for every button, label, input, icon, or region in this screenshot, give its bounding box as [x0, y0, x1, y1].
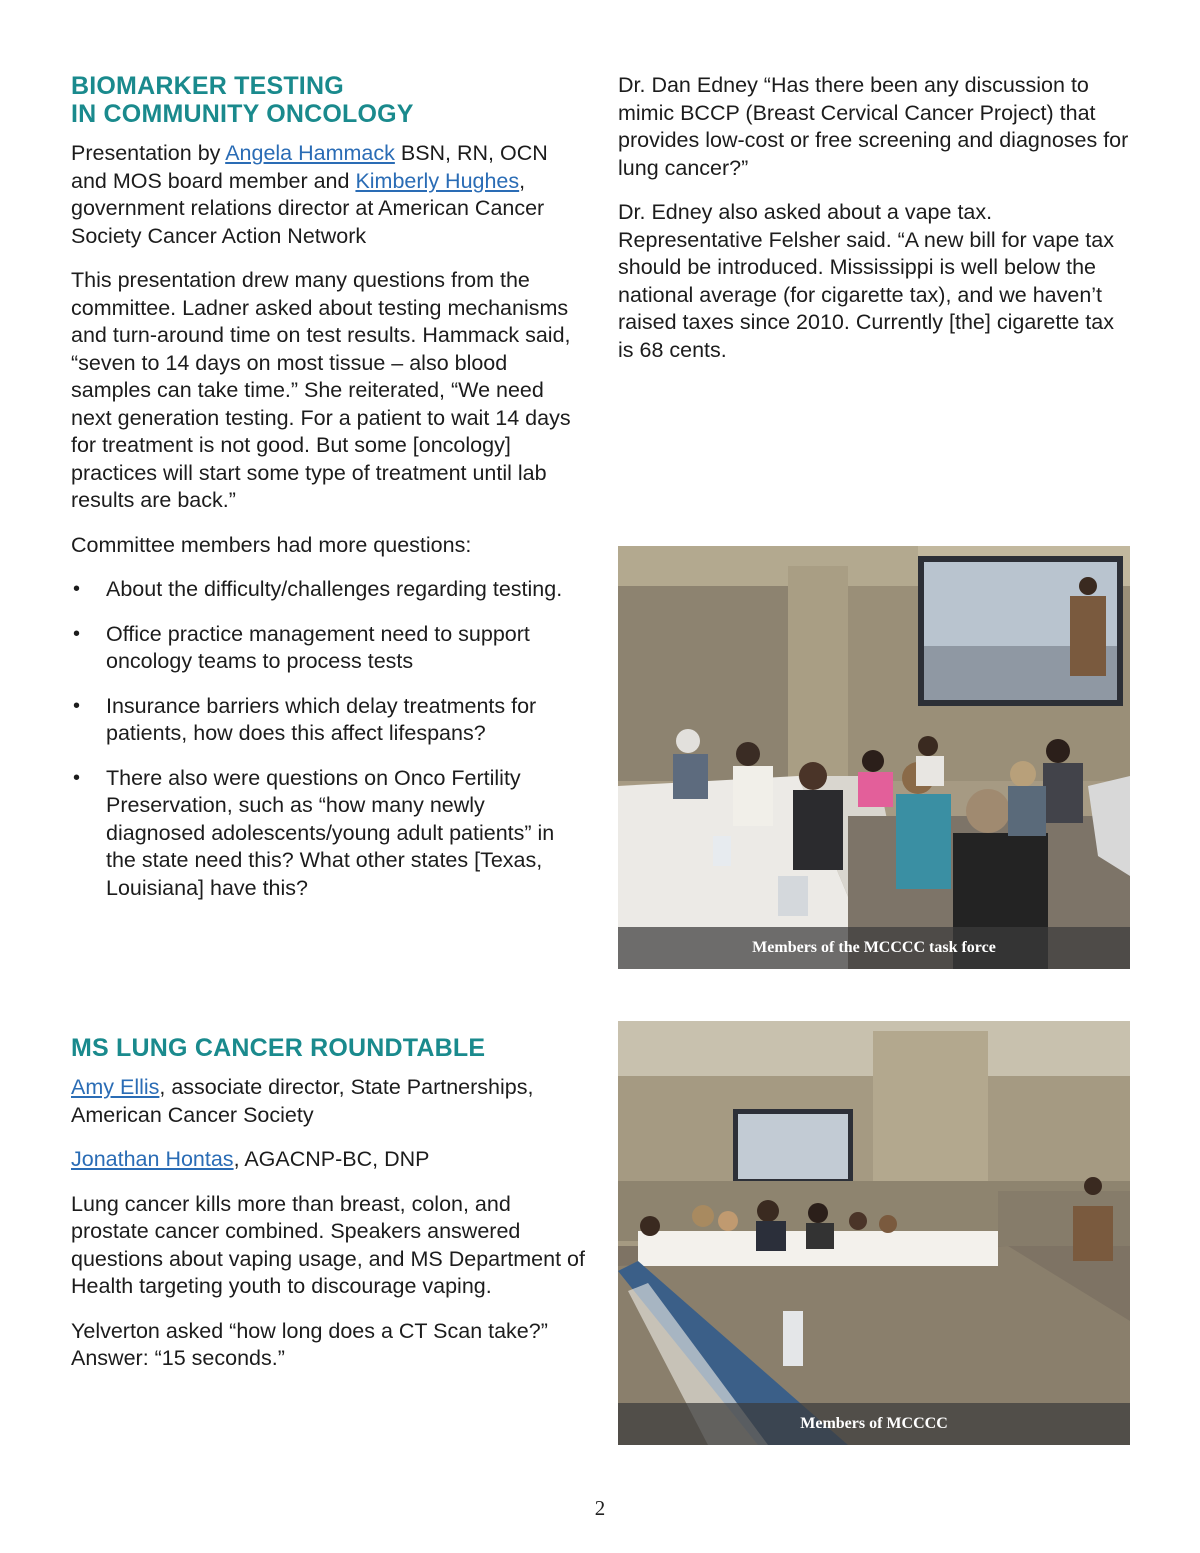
bullet-icon: •	[73, 694, 81, 717]
link-amy-ellis[interactable]: Amy Ellis	[71, 1075, 160, 1099]
task-force-photo-illustration	[618, 546, 1130, 969]
right-column	[618, 72, 1130, 381]
intro-mid: BSN, RN, OCN and MOS board member and	[71, 141, 548, 193]
biomarker-paragraph-2: Committee members had more questions:	[71, 532, 472, 557]
bullet-icon: •	[73, 766, 81, 789]
questions-list	[71, 576, 586, 902]
lung-paragraph-2: Yelverton asked “how long does a CT Scan take?” Answer: “15 seconds.”	[71, 1318, 548, 1370]
intro-prefix: Presentation by	[71, 141, 226, 165]
hontas-suffix: , AGACNP-BC, DNP	[233, 1147, 430, 1171]
lung-heading: MS LUNG CANCER ROUNDTABLE	[71, 1034, 486, 1062]
left-column	[71, 72, 586, 919]
link-jonathan-hontas[interactable]: Jonathan Hontas	[71, 1147, 234, 1171]
ellis-suffix: , associate director, State Partnerships, American Cancer Society	[71, 1075, 534, 1127]
intro-suffix: , government relations director at American Cancer Society Cancer Action Network	[71, 168, 545, 248]
biomarker-heading-line2: IN COMMUNITY ONCOLOGY	[71, 100, 414, 128]
caption-text: Members of MCCCC	[800, 1415, 948, 1432]
biomarker-heading-line1: BIOMARKER TESTING	[71, 72, 344, 100]
lung-section	[71, 1034, 586, 1390]
lung-paragraph-1: Lung cancer kills more than breast, colon, and prostate cancer combined. Speakers answered questions about vaping usage, and MS Department of Health targeting youth to discourage vaping.	[71, 1191, 585, 1298]
list-item-text: Office practice management need to support oncology teams to process tests	[106, 621, 530, 673]
list-item	[71, 765, 586, 903]
mcccc-photo-illustration	[618, 1021, 1130, 1445]
edney-paragraph-1: Dr. Dan Edney “Has there been any discussion to mimic BCCP (Breast Cervical Cancer Project) that provides low-cost or free screening and diagnoses for lung cancer?”	[618, 73, 1129, 180]
list-item	[71, 621, 586, 676]
hontas-paragraph	[71, 1146, 586, 1174]
list-item-text: There also were questions on Onco Fertility Preservation, such as “how many newly diagnosed adolescents/young adult patients” in the state need this? What other states [Texas, Louisiana] have this?	[106, 765, 555, 900]
bullet-icon: •	[73, 578, 81, 600]
task-force-photo	[618, 546, 1130, 969]
list-item-text: About the difficulty/challenges regarding testing.	[106, 577, 563, 601]
list-item	[71, 693, 586, 748]
link-angela-hammack[interactable]: Angela Hammack	[225, 141, 395, 165]
edney-paragraph-2: Dr. Edney also asked about a vape tax. Representative Felsher said. “A new bill for vape tax should be introduced. Mississippi is well below the national average (for cigarette tax), and we haven’t raised taxes since 2010. Currently [the] cigarette tax is 68 cents.	[618, 200, 1114, 362]
bullet-icon: •	[73, 622, 81, 645]
page-number: 2	[594, 1496, 606, 1520]
ellis-paragraph	[71, 1074, 586, 1129]
list-item	[71, 576, 586, 604]
biomarker-heading	[71, 72, 586, 128]
mcccc-photo	[618, 1021, 1130, 1445]
mcccc-photo-caption	[618, 1403, 1130, 1445]
caption-text: Members of the MCCCC task force	[752, 939, 996, 956]
link-kimberly-hughes[interactable]: Kimberly Hughes	[355, 168, 520, 193]
list-item-text: Insurance barriers which delay treatments for patients, how does this affect lifespans?	[106, 693, 537, 745]
biomarker-paragraph-1: This presentation drew many questions from the committee. Ladner asked about testing mechanisms and turn-around time on test results. Hammack said, “seven to 14 days on most tissue – also blood samples can take time.” She reiterated, “We need next generation testing. For a patient to wait 14 days for treatment is not good. But some [oncology] practices will start some type of treatment until lab results are back.”	[71, 268, 571, 512]
task-force-photo-caption	[618, 927, 1130, 969]
biomarker-intro	[71, 140, 586, 250]
